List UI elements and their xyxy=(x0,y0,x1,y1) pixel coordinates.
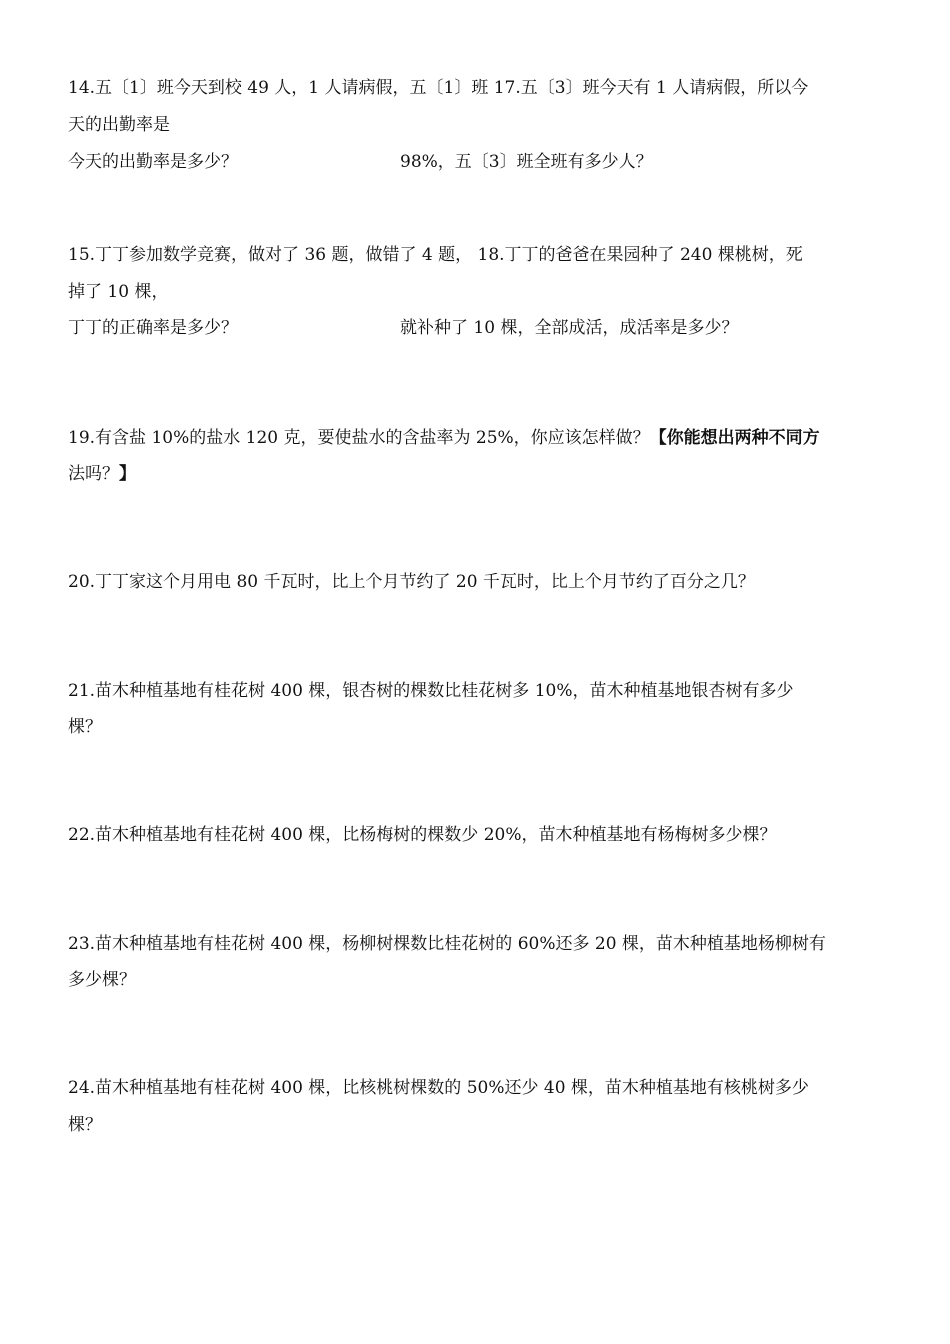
problem-14-left-question: 今天的出勤率是多少？ xyxy=(68,152,238,172)
problem-22-line-1: 22.苗木种植基地有桂花树 400 棵，比杨梅树的棵数少 20%，苗木种植基地有杨梅树多少棵？ xyxy=(68,825,777,845)
problem-19-text: 19.有含盐 10%的盐水 120 克，要使盐水的含盐率为 25%，你应该怎样做？ xyxy=(68,428,650,448)
problem-21-line-2: 棵？ xyxy=(68,717,102,737)
problem-19-bold-hint: 【你能想出两种不同方 xyxy=(649,428,820,448)
problem-14-17-line-2: 天的出勤率是 xyxy=(68,115,170,135)
problem-23-line-1: 23.苗木种植基地有桂花树 400 棵，杨柳树棵数比桂花树的 60%还多 20 棵，苗木种植基地杨柳树有 xyxy=(68,934,826,954)
problem-15-18-line-2: 掉了 10 棵， xyxy=(68,282,169,302)
problem-14-17-line-1: 14.五〔1〕班今天到校 49 人，1 人请病假，五〔1〕班 17.五〔3〕班今天有 1 人请病假，所以今 xyxy=(68,78,809,98)
problem-24-line-2: 棵？ xyxy=(68,1115,102,1135)
problem-15-left-question: 丁丁的正确率是多少？ xyxy=(68,318,238,338)
problem-19-text-cont: 法吗？ xyxy=(68,464,119,484)
problem-19-line-2 xyxy=(68,462,136,486)
problem-21-line-1: 21.苗木种植基地有桂花树 400 棵，银杏树的棵数比桂花树多 10%，苗木种植基地银杏树有多少 xyxy=(68,681,794,701)
problem-20-line-1: 20.丁丁家这个月用电 80 千瓦时，比上个月节约了 20 千瓦时，比上个月节约了百分之几？ xyxy=(68,572,755,592)
problem-19-line-1 xyxy=(68,426,820,450)
problem-18-right-question: 就补种了 10 棵，全部成活，成活率是多少？ xyxy=(400,318,739,338)
problem-17-right-question: 98%，五〔3〕班全班有多少人？ xyxy=(400,152,653,172)
problem-24-line-1: 24.苗木种植基地有桂花树 400 棵，比核桃树棵数的 50%还少 40 棵，苗木种植基地有核桃树多少 xyxy=(68,1078,809,1098)
problem-15-18-line-1: 15.丁丁参加数学竞赛，做对了 36 题，做错了 4 题， 18.丁丁的爸爸在果园种了 240 棵桃树，死 xyxy=(68,245,803,265)
problem-23-line-2: 多少棵？ xyxy=(68,970,136,990)
problem-19-bold-bracket: 】 xyxy=(119,464,136,484)
